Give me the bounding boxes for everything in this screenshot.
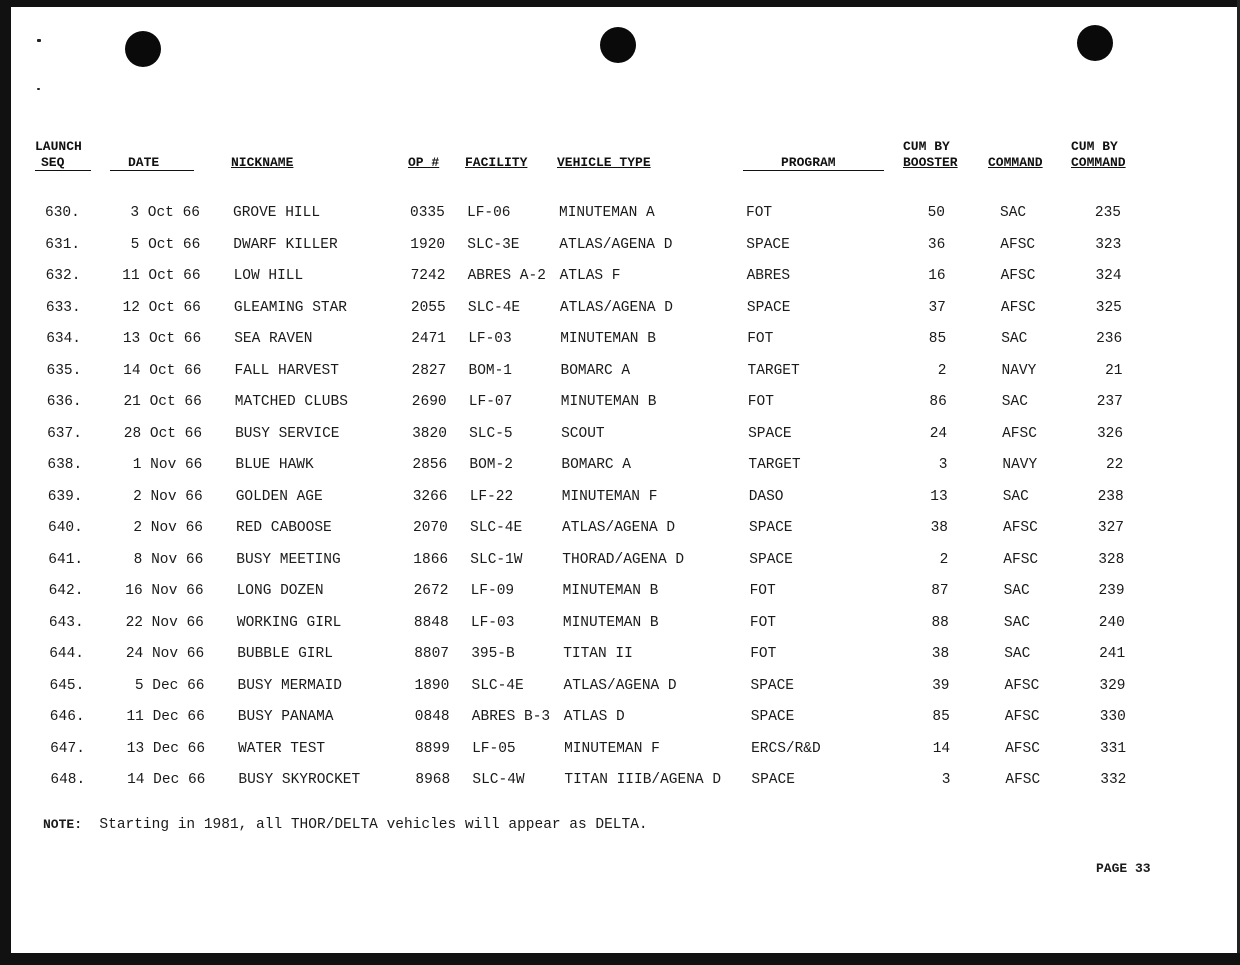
table-row [0,644,1240,664]
cell-vehicle: ATLAS/AGENA D [563,677,677,694]
cell-vehicle: MINUTEMAN B [560,394,657,410]
cell-cum-command: 21 [1105,362,1123,379]
cell-program: FOT [746,205,773,221]
cell-command: SAC [1003,583,1030,599]
cell-vehicle: ATLAS F [559,268,621,284]
cell-cum-command: 329 [1099,677,1126,694]
cell-date: 13 Dec 66 [126,740,206,757]
cell-program: SPACE [751,772,795,788]
cell-facility: ABRES B-3 [471,709,551,725]
header-program: PROGRAM [781,155,836,170]
cell-command: AFSC [1000,299,1036,316]
cell-command: NAVY [1002,457,1038,473]
cell-nickname: RED CABOOSE [236,520,332,536]
cell-date: 14 Dec 66 [127,772,206,788]
cell-cum-booster: 36 [927,236,946,253]
cell-cum-command: 328 [1098,551,1125,568]
cell-seq: 648. [50,772,86,788]
cell-op: 2055 [410,299,446,316]
header-cum-by-booster [903,139,958,171]
cell-cum-command: 323 [1095,236,1122,253]
cell-cum-booster: 14 [932,740,951,757]
cell-seq: 630. [45,205,80,221]
cell-cum-booster: 38 [931,646,950,662]
cell-date: 12 Oct 66 [122,299,201,316]
cell-cum-booster: 37 [928,299,946,316]
cell-nickname: FALL HARVEST [234,362,339,379]
page-border-bottom [0,953,1240,965]
header-facility-text: FACILITY [465,155,528,170]
cell-cum-command: 326 [1096,425,1124,442]
cell-nickname: GOLDEN AGE [235,488,323,505]
cell-date: 11 Dec 66 [126,709,205,725]
cell-command: SAC [1001,331,1028,347]
cell-seq: 635. [46,362,82,379]
cell-cum-booster: 2 [939,551,949,568]
punch-hole-icon [125,31,161,67]
cell-vehicle: BOMARC A [561,457,632,473]
cell-cum-command: 240 [1098,614,1125,631]
cell-facility: SLC-4W [472,772,525,788]
header-date: DATE [128,155,160,170]
cell-date: 13 Oct 66 [122,331,202,347]
cell-cum-command: 235 [1094,205,1121,221]
cell-facility: BOM-2 [469,457,513,473]
cell-seq: 641. [48,551,84,568]
table-row [0,581,1240,601]
cell-vehicle: MINUTEMAN F [564,740,660,757]
table-row [0,518,1240,538]
cell-cum-booster: 3 [938,457,948,473]
header-cum-by-command [1071,139,1126,171]
cell-command: AFSC [1000,268,1036,284]
cell-cum-command: 330 [1099,709,1126,725]
header-vehicle-type-text: VEHICLE TYPE [557,155,651,170]
cell-program: SPACE [748,425,792,442]
cell-cum-booster: 86 [929,394,947,410]
cell-facility: LF-03 [470,614,515,631]
cell-command: SAC [1004,646,1031,662]
cell-op: 2856 [412,457,448,473]
cell-program: SPACE [749,551,793,568]
cell-vehicle: ATLAS D [563,709,625,725]
header-cum-by-command-line2: COMMAND [1071,155,1126,170]
cell-cum-booster: 85 [928,331,947,347]
cell-cum-booster: 13 [930,488,948,505]
cell-date: 5 Oct 66 [130,236,201,253]
cell-op: 1866 [413,551,449,568]
header-rule [743,170,884,171]
cell-facility: SLC-4E [471,677,524,694]
table-row [0,455,1240,475]
cell-nickname: GLEAMING STAR [233,299,348,316]
cell-command: NAVY [1001,362,1037,379]
scan-speck [37,39,41,42]
cell-command: AFSC [1000,236,1036,253]
table-row [0,676,1240,696]
cell-date: 5 Dec 66 [134,677,205,694]
cell-command: AFSC [1005,740,1040,757]
cell-nickname: LONG DOZEN [236,583,324,599]
cell-program: SPACE [749,520,793,536]
cell-facility: BOM-1 [468,362,513,379]
cell-program: SPACE [750,709,795,725]
cell-nickname: GROVE HILL [233,205,321,221]
cell-program: SPACE [750,677,795,694]
cell-cum-booster: 39 [932,677,950,694]
table-row [0,613,1240,633]
table-row [0,266,1240,286]
page-border-left [0,0,11,965]
cell-op: 1890 [414,677,450,694]
table-row [0,550,1240,570]
cell-date: 11 Oct 66 [122,268,201,284]
cell-date: 24 Nov 66 [125,646,205,662]
cell-cum-command: 324 [1095,268,1122,284]
page-number: PAGE 33 [1096,861,1151,876]
cell-nickname: DWARF KILLER [233,236,338,253]
cell-date: 3 Oct 66 [130,205,200,221]
cell-command: AFSC [1002,425,1037,442]
cell-seq: 640. [48,520,83,536]
cell-command: AFSC [1005,772,1041,788]
header-op [408,155,439,171]
punch-hole-icon [1077,25,1113,61]
cell-op: 8899 [415,740,450,757]
cell-seq: 631. [45,236,81,253]
cell-nickname: WORKING GIRL [236,614,342,631]
cell-date: 16 Nov 66 [125,583,204,599]
table-row [0,424,1240,444]
cell-vehicle: MINUTEMAN A [559,205,655,221]
cell-program: DASO [748,488,784,505]
cell-date: 14 Oct 66 [123,362,202,379]
header-rule [110,170,194,171]
cell-facility: SLC-4E [467,299,521,316]
cell-cum-command: 331 [1099,740,1127,757]
cell-cum-command: 239 [1098,583,1125,599]
header-nickname-text: NICKNAME [231,155,294,170]
cell-program: SPACE [746,299,791,316]
cell-nickname: MATCHED CLUBS [234,394,348,410]
cell-vehicle: MINUTEMAN F [561,488,658,505]
cell-seq: 643. [48,614,84,631]
cell-program: TARGET [748,457,801,473]
cell-facility: ABRES A-2 [467,268,546,284]
header-launch-seq-line2: SEQ [41,155,65,170]
cell-facility: SLC-4E [470,520,523,536]
header-rule [35,170,91,171]
cell-facility: 395-B [471,646,515,662]
cell-seq: 638. [47,457,83,473]
cell-facility: LF-06 [467,205,511,221]
cell-facility: SLC-5 [469,425,513,442]
cell-cum-booster: 87 [931,583,949,599]
footnote [43,817,648,833]
table-row [0,298,1240,318]
header-command [988,155,1043,171]
cell-command: AFSC [1004,709,1040,725]
table-row [0,487,1240,507]
cell-op: 0848 [414,709,450,725]
cell-op: 8848 [413,614,449,631]
cell-op: 2471 [411,331,446,347]
cell-date: 2 Nov 66 [133,488,203,505]
scan-speck [37,88,40,90]
table-row [0,203,1240,223]
cell-cum-command: 327 [1097,520,1124,536]
cell-op: 3820 [412,425,447,442]
cell-nickname: BUBBLE GIRL [237,646,333,662]
cell-cum-booster: 85 [932,709,950,725]
table-row [0,235,1240,255]
header-cum-by-booster-line2: BOOSTER [903,155,958,170]
cell-facility: LF-03 [468,331,512,347]
cell-op: 8807 [414,646,449,662]
cell-cum-booster: 2 [937,362,947,379]
table-row [0,770,1240,790]
cell-command: SAC [1003,614,1030,631]
table-row [0,707,1240,727]
cell-cum-booster: 24 [929,425,948,442]
cell-facility: LF-07 [468,394,513,410]
cell-seq: 636. [46,394,82,410]
cell-cum-command: 241 [1099,646,1126,662]
header-launch-seq [35,139,82,171]
cell-program: FOT [749,583,776,599]
cell-cum-booster: 50 [927,205,945,221]
cell-op: 8968 [415,772,451,788]
cell-facility: SLC-1W [470,551,523,568]
table-row [0,361,1240,381]
cell-date: 21 Oct 66 [123,394,202,410]
cell-op: 2827 [411,362,447,379]
cell-vehicle: THORAD/AGENA D [562,551,685,568]
cell-vehicle: ATLAS/AGENA D [559,299,674,316]
header-nickname [231,155,293,171]
header-vehicle-type [557,155,651,171]
cell-op: 2672 [413,583,449,599]
cell-program: ABRES [746,268,791,284]
cell-vehicle: TITAN II [563,646,633,662]
footnote-text: Starting in 1981, all THOR/DELTA vehicles will appear as DELTA. [99,817,648,833]
cell-date: 2 Nov 66 [133,520,203,536]
cell-program: SPACE [746,236,790,253]
cell-cum-booster: 3 [941,772,951,788]
cell-nickname: BLUE HAWK [235,457,314,473]
cell-command: AFSC [1003,551,1039,568]
cell-op: 0335 [410,205,445,221]
cell-program: FOT [747,394,774,410]
cell-nickname: SEA RAVEN [234,331,313,347]
header-facility [465,155,527,171]
cell-seq: 634. [46,331,81,347]
cell-op: 2070 [413,520,448,536]
cell-facility: SLC-3E [467,236,520,253]
cell-cum-command: 236 [1096,331,1123,347]
cell-cum-booster: 16 [928,268,946,284]
cell-seq: 633. [45,299,81,316]
cell-op: 3266 [412,488,448,505]
cell-cum-command: 332 [1100,772,1127,788]
cell-seq: 646. [49,709,85,725]
cell-date: 1 Nov 66 [132,457,203,473]
cell-cum-booster: 88 [931,614,949,631]
cell-program: FOT [747,331,774,347]
cell-facility: LF-22 [469,488,514,505]
cell-program: FOT [749,614,776,631]
header-launch-seq-line1: LAUNCH [35,139,82,154]
cell-seq: 647. [50,740,85,757]
cell-cum-command: 325 [1095,299,1122,316]
cell-seq: 632. [45,268,81,284]
cell-nickname: LOW HILL [233,268,304,284]
table-row [0,392,1240,412]
cell-op: 1920 [410,236,446,253]
cell-command: AFSC [1004,677,1040,694]
cell-cum-booster: 38 [930,520,948,536]
cell-cum-command: 237 [1096,394,1123,410]
cell-nickname: BUSY SERVICE [235,425,340,442]
cell-seq: 644. [49,646,84,662]
cell-cum-command: 238 [1097,488,1124,505]
cell-command: AFSC [1003,520,1038,536]
cell-vehicle: BOMARC A [560,362,631,379]
cell-facility: LF-09 [470,583,515,599]
header-cum-by-booster-line1: CUM BY [903,139,950,154]
cell-seq: 645. [49,677,85,694]
cell-vehicle: ATLAS/AGENA D [559,236,673,253]
cell-nickname: WATER TEST [238,740,326,757]
header-command-text: COMMAND [988,155,1043,170]
cell-facility: LF-05 [472,740,516,757]
cell-date: 22 Nov 66 [125,614,204,631]
table-row [0,329,1240,349]
cell-nickname: BUSY PANAMA [237,709,334,725]
cell-command: SAC [1002,488,1029,505]
cell-date: 28 Oct 66 [123,425,203,442]
table-row [0,739,1240,759]
cell-op: 2690 [411,394,447,410]
header-op-text: OP # [408,155,440,170]
cell-vehicle: ATLAS/AGENA D [562,520,676,536]
cell-vehicle: SCOUT [561,425,605,442]
cell-program: FOT [750,646,777,662]
cell-vehicle: TITAN IIIB/AGENA D [564,772,722,788]
cell-command: SAC [1000,205,1027,221]
cell-vehicle: MINUTEMAN B [560,331,656,347]
cell-seq: 639. [47,488,83,505]
cell-nickname: BUSY MERMAID [237,677,342,694]
cell-nickname: BUSY MEETING [236,551,341,568]
cell-nickname: BUSY SKYROCKET [238,772,361,788]
cell-date: 8 Nov 66 [133,551,204,568]
cell-op: 7242 [410,268,446,284]
footnote-label: NOTE: [43,817,83,832]
cell-program: ERCS/R&D [751,740,821,757]
cell-seq: 642. [48,583,84,599]
cell-cum-command: 22 [1105,457,1124,473]
page-border-top [0,0,1240,7]
punch-hole-icon [600,27,636,63]
header-cum-by-command-line1: CUM BY [1071,139,1118,154]
cell-vehicle: MINUTEMAN B [562,614,659,631]
cell-vehicle: MINUTEMAN B [562,583,659,599]
cell-command: SAC [1001,394,1028,410]
cell-program: TARGET [747,362,800,379]
cell-seq: 637. [47,425,82,442]
